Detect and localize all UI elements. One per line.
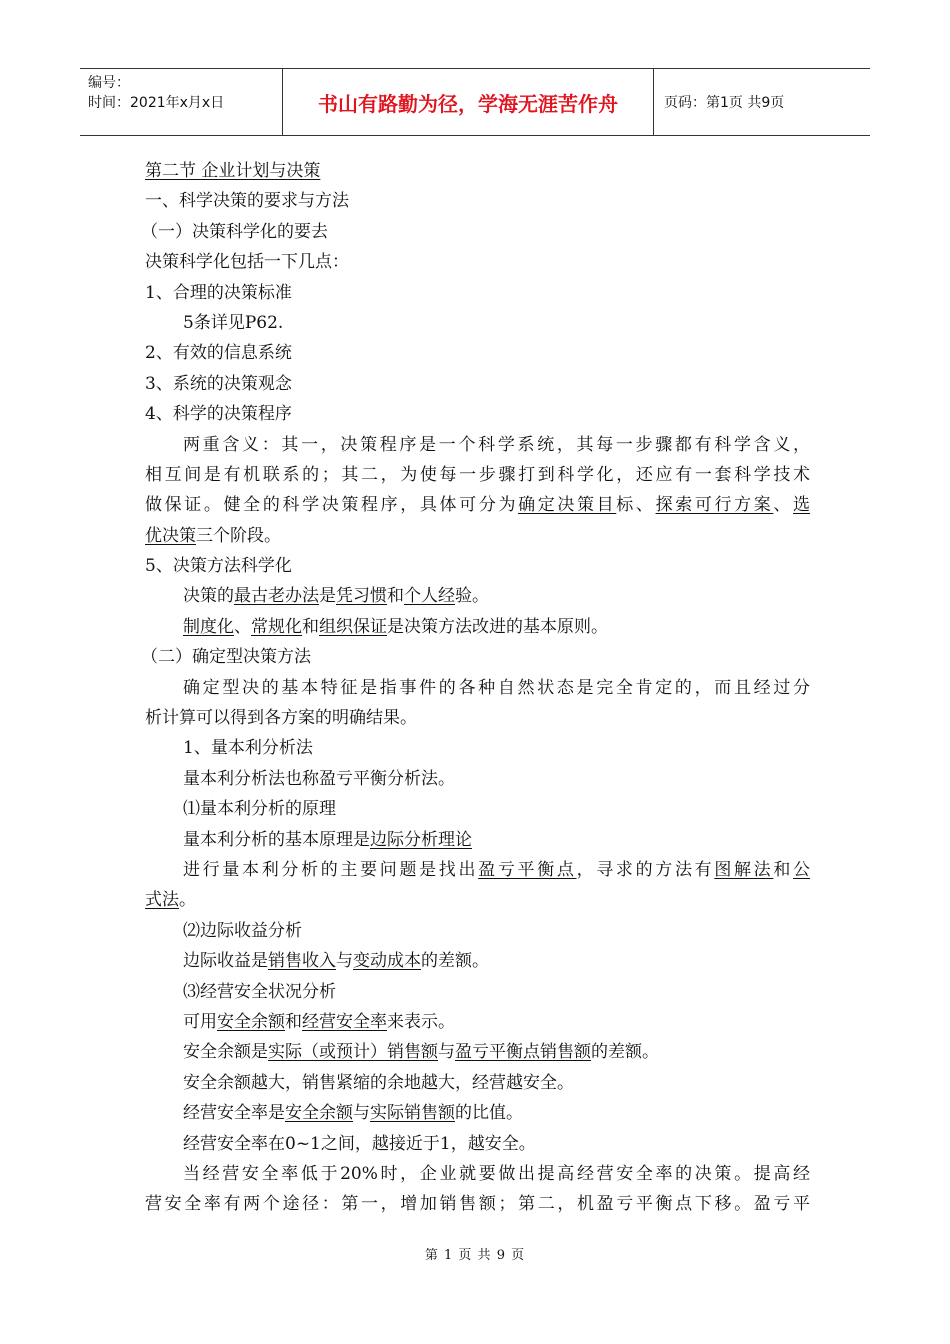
text-span: 经营安全率在0~1之间，越接近于1，越安全。 [183, 1133, 536, 1154]
paragraph-line [145, 855, 810, 885]
underlined-term: 凭习惯 [336, 586, 387, 607]
list-item [145, 733, 810, 763]
paragraph-line [145, 612, 810, 642]
page-header [80, 68, 870, 136]
paragraph-line [145, 430, 810, 460]
header-motto: 书山有路勤为径，学海无涯苦作舟 [282, 69, 654, 135]
underlined-term: 个人经 [404, 586, 455, 607]
text-span: ⑵边际收益分析 [183, 920, 302, 941]
subheading [145, 977, 810, 1007]
underlined-term: 组织保证 [319, 616, 387, 637]
underlined-term: 探索可行方案 [655, 495, 774, 516]
text-span: 和 [302, 616, 319, 637]
underlined-term: 最古老办法 [234, 586, 319, 607]
text-span: 、 [773, 495, 794, 516]
underlined-term: 安全余额 [217, 1011, 285, 1032]
underlined-term: 实际销售额 [370, 1103, 455, 1124]
text-span: ，寻求的方法有 [576, 859, 715, 880]
section-title [145, 156, 810, 186]
text-span: ⑴量本利分析的原理 [183, 799, 336, 820]
underlined-term: 公 [793, 859, 811, 880]
text-span: 当经营安全率低于20%时，企业就要做出提高经营安全率的决策。提高经 [183, 1163, 810, 1184]
text-span: 三个阶段。 [196, 525, 281, 546]
paragraph-line [145, 490, 810, 520]
subheading [145, 794, 810, 824]
text-span: 析计算可以得到各方案的明确结果。 [145, 708, 417, 729]
paragraph-line [145, 1037, 810, 1067]
text-span: 4、科学的决策程序 [145, 404, 292, 425]
underlined-term: 销售收入 [268, 951, 336, 972]
text-span: 量本利分析的基本原理是 [183, 829, 370, 850]
paragraph-line [145, 885, 810, 915]
heading-level2 [141, 642, 810, 672]
text-span: 量本利分析法也称盈亏平衡分析法。 [183, 768, 455, 789]
paragraph-line [145, 1098, 810, 1128]
paragraph-line [145, 1007, 810, 1037]
text-span: 可用 [183, 1011, 217, 1032]
header-meta [80, 69, 282, 135]
text-span: 经营安全率是 [183, 1103, 285, 1124]
text-span: 1、合理的决策标准 [145, 282, 292, 303]
heading-level2 [141, 217, 810, 247]
text-span: 2、有效的信息系统 [145, 343, 292, 364]
underlined-term: 图解法 [714, 859, 774, 880]
paragraph-line [145, 308, 810, 338]
list-item [145, 278, 810, 308]
paragraph-line [145, 946, 810, 976]
underlined-term: 实际（或预计）销售额 [268, 1042, 438, 1063]
text-span: 决策科学化包括一下几点： [145, 252, 349, 273]
text-span: 5、决策方法科学化 [145, 556, 292, 577]
text-span: 进行量本利分析的主要问题是找出 [183, 859, 479, 880]
text-span: 验。 [455, 586, 489, 607]
text-span: ⑶经营安全状况分析 [183, 981, 336, 1002]
text-span: 的差额。 [591, 1042, 659, 1063]
text-span: 和 [387, 586, 404, 607]
list-item [145, 399, 810, 429]
text-span: （二）确定型决策方法 [141, 647, 311, 668]
underlined-term: 制度化 [183, 616, 234, 637]
text-span: 和 [285, 1011, 302, 1032]
page-footer: 第 1 页 共 9 页 [424, 1248, 526, 1263]
text-span: 与 [438, 1042, 455, 1063]
text-span: （一）决策科学化的要去 [141, 221, 328, 242]
underlined-term: 边际分析理论 [370, 829, 472, 850]
paragraph-line [145, 247, 810, 277]
paragraph-line [145, 1129, 810, 1159]
underlined-term: 确定决策目 [518, 495, 617, 516]
underlined-term: 选 [793, 495, 811, 516]
underlined-term: 式法 [145, 890, 179, 911]
text-span: 的差额。 [421, 951, 489, 972]
paragraph-line [145, 521, 810, 551]
text-span: 安全余额是 [183, 1042, 268, 1063]
text-span: 、 [234, 616, 251, 637]
document-body [141, 156, 811, 1220]
text-span: 做保证。健全的科学决策程序，具体可分为 [145, 495, 519, 516]
text-span: 1、量本利分析法 [183, 738, 313, 759]
list-item [145, 369, 810, 399]
text-span: 标、 [616, 495, 656, 516]
header-page-label: 页码：第1页 共9页 [664, 95, 785, 111]
text-span: 的比值。 [455, 1103, 523, 1124]
paragraph-line [145, 1189, 810, 1219]
underlined-term: 盈亏平衡点销售额 [455, 1042, 591, 1063]
underlined-term: 常规化 [251, 616, 302, 637]
header-number-label: 编号： [88, 75, 130, 91]
paragraph-line [145, 703, 810, 733]
text-span: 是 [319, 586, 336, 607]
paragraph-line [145, 1068, 810, 1098]
text-span: 来表示。 [387, 1011, 455, 1032]
underlined-term: 盈亏平衡点 [478, 859, 577, 880]
text-span: 一、科学决策的要求与方法 [145, 191, 349, 212]
text-span: 和 [773, 859, 794, 880]
paragraph-line [145, 460, 810, 490]
text-span: 边际收益是 [183, 951, 268, 972]
paragraph-line [145, 581, 810, 611]
underlined-term: 变动成本 [353, 951, 421, 972]
list-item [145, 551, 810, 581]
text-span: 决策的 [183, 586, 234, 607]
text-span: 与 [336, 951, 353, 972]
underlined-term: 优决策 [145, 525, 196, 546]
paragraph-line [145, 764, 810, 794]
text-span: 。 [179, 890, 196, 911]
paragraph-line [145, 825, 810, 855]
text-span: 营安全率有两个途径：第一，增加销售额；第二，机盈亏平衡点下移。盈亏平 [145, 1194, 810, 1215]
text-span: 第二节 企业计划与决策 [145, 161, 321, 181]
paragraph-line [145, 1159, 810, 1189]
text-span: 两重含义：其一，决策程序是一个科学系统，其每一步骤都有科学含义， [183, 434, 810, 455]
paragraph-line [145, 673, 810, 703]
underlined-term: 安全余额 [285, 1103, 353, 1124]
text-span: 相互间是有机联系的；其二，为使每一步骤打到科学化，还应有一套科学技术 [145, 464, 810, 485]
text-span: 3、系统的决策观念 [145, 373, 292, 394]
list-item [145, 338, 810, 368]
heading-level1 [145, 186, 810, 216]
text-span: 5条详见P62. [183, 312, 284, 333]
text-span: 是决策方法改进的基本原则。 [387, 616, 608, 637]
text-span: 与 [353, 1103, 370, 1124]
subheading [145, 916, 810, 946]
text-span: 安全余额越大，销售紧缩的余地越大，经营越安全。 [183, 1072, 574, 1093]
text-span: 确定型决的基本特征是指事件的各种自然状态是完全肯定的，而且经过分 [183, 677, 810, 698]
underlined-term: 经营安全率 [302, 1011, 387, 1032]
header-time-label: 时间：2021年x月x日 [88, 95, 225, 111]
